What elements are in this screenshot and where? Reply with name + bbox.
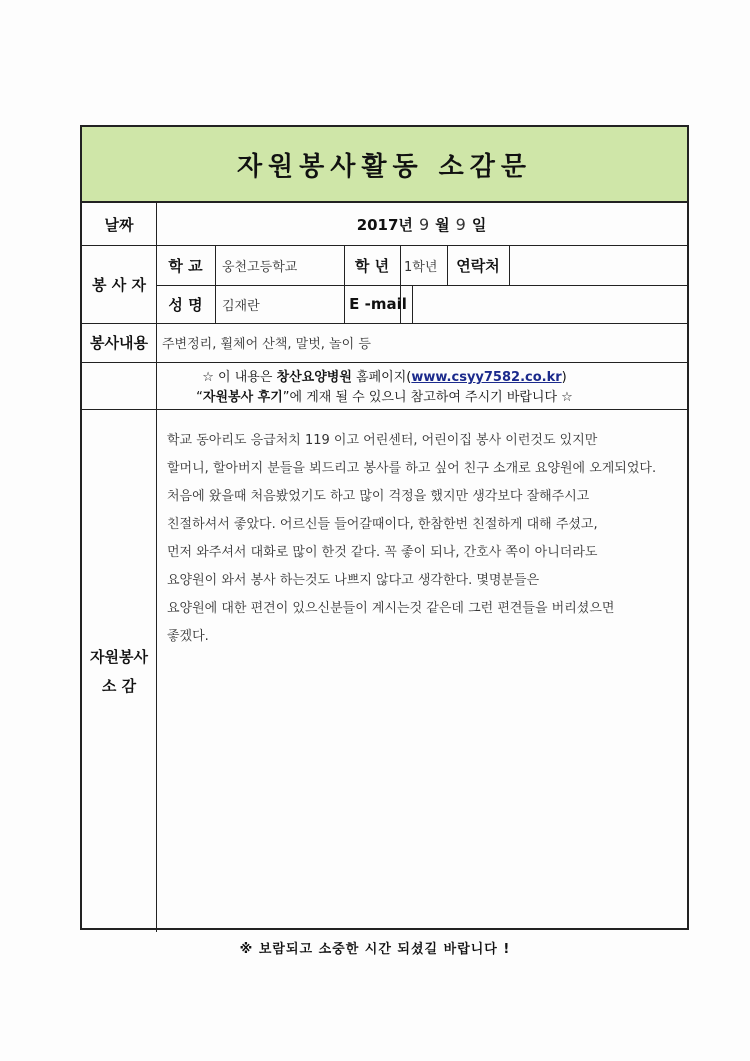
date-day-unit: 일 [471, 215, 487, 234]
notice-text: ☆ 이 내용은 [202, 370, 277, 385]
impression-label-line-1: 자원봉사 [90, 647, 148, 666]
notice-line-2 [82, 386, 687, 405]
email-label: E -mail [349, 295, 407, 313]
school-label: 학 교 [168, 256, 203, 275]
divider [82, 362, 687, 363]
contact-value [514, 245, 684, 285]
essay-line: 친절하셔서 좋았다. 어르신들 들어갈때이다, 한참한번 친절하게 대해 주셨고, [167, 517, 598, 532]
date-day: 9 [455, 214, 466, 234]
name-label: 성 명 [168, 295, 203, 314]
footer-message: ※ 보람되고 소중한 시간 되셨길 바랍니다 ! [239, 942, 511, 957]
divider [82, 409, 687, 410]
impression-essay [167, 427, 682, 651]
email-value [418, 285, 684, 323]
content-value: 주변정리, 휠체어 산책, 말벗, 놀이 등 [162, 337, 371, 352]
essay-line: 좋겠다. [167, 629, 209, 644]
school-value: 웅천고등학교 [222, 259, 298, 275]
divider [509, 245, 510, 285]
essay-line: 먼저 와주셔서 대화로 많이 한것 같다. 꼭 좋이 되나, 간호사 쪽이 아니더라도 [167, 545, 598, 560]
divider [412, 285, 413, 323]
contact-label: 연락처 [456, 256, 500, 275]
form-title-bar [82, 127, 687, 203]
grade-label: 학 년 [354, 256, 390, 275]
essay-line: 처음에 왔을때 처음봤었기도 하고 많이 걱정을 했지만 생각보다 잘해주시고 [167, 489, 590, 504]
date-value [156, 203, 687, 245]
content-label: 봉사내용 [90, 334, 148, 352]
volunteer-report-form [80, 125, 689, 930]
review-section-name: 자원봉사 후기 [202, 390, 283, 405]
date-month-unit: 월 [435, 215, 450, 234]
impression-label [82, 409, 156, 932]
essay-line: 요양원에 대한 편견이 있으신분들이 계시는것 같은데 그런 편견들을 버리셨으면 [167, 601, 615, 616]
homepage-link[interactable]: www.csyy7582.co.kr [411, 370, 562, 385]
date-label: 날짜 [104, 215, 134, 234]
essay-line: 할머니, 할아버지 분들을 뵈드리고 봉사를 하고 싶어 친구 소개로 요양원에 오게되었다. [167, 461, 657, 476]
grade-value: 1학년 [404, 259, 438, 275]
divider [215, 245, 216, 323]
essay-line: 요양원이 와서 봉사 하는것도 나쁘지 않다고 생각한다. 몇명분들은 [167, 573, 540, 588]
notice-line-1 [82, 366, 687, 385]
notice-text: ”에 게재 될 수 있으니 참고하여 주시기 바랍니다 ☆ [282, 390, 573, 405]
volunteer-label: 봉 사 자 [92, 275, 146, 294]
notice-text: ) [561, 370, 567, 385]
notice-text: 홈페이지( [351, 370, 412, 385]
notice-text: “ [196, 390, 203, 405]
hospital-name: 창산요양병원 [276, 370, 352, 385]
date-month: 9 [418, 214, 430, 234]
form-title: 자원봉사활동 소감문 [236, 151, 533, 182]
essay-line: 학교 동아리도 응급처치 119 이고 어린센터, 어린이집 봉사 이런것도 있지만 [167, 433, 598, 448]
name-value: 김재란 [222, 298, 260, 314]
impression-label-line-2: 소 감 [101, 676, 137, 695]
date-year: 2017년 [356, 215, 413, 234]
